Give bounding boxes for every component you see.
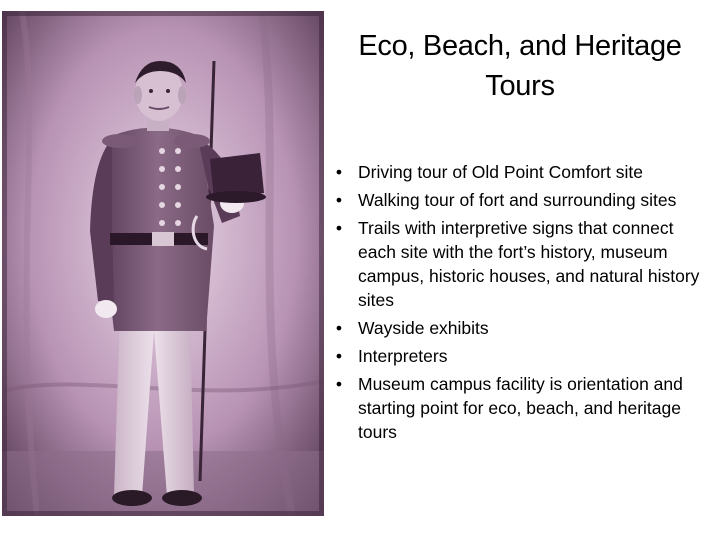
bullet-marker: • — [335, 318, 343, 338]
bullet-text: Driving tour of Old Point Comfort site — [358, 162, 643, 182]
bullet-marker: • — [335, 374, 343, 394]
list-item — [330, 344, 715, 368]
bullet-text: Museum campus facility is orientation and starting point for eco, beach, and heritage tours — [358, 374, 683, 442]
list-item — [330, 188, 715, 212]
list-item — [330, 316, 715, 340]
bullet-text: Wayside exhibits — [358, 318, 489, 338]
list-item — [330, 160, 715, 184]
list-item — [330, 372, 715, 444]
bullet-marker: • — [335, 346, 343, 366]
bullet-text: Interpreters — [358, 346, 448, 366]
bullet-marker: • — [335, 190, 343, 210]
bullet-marker: • — [335, 162, 343, 182]
bullet-text: Walking tour of fort and surrounding sites — [358, 190, 677, 210]
soldier-portrait-photo — [2, 11, 324, 516]
bullet-marker: • — [335, 218, 343, 238]
bullet-list — [330, 160, 715, 448]
list-item — [330, 216, 715, 312]
bullet-text: Trails with interpretive signs that connect each site with the fort’s history, museum campus, historic houses, and natural history sites — [358, 218, 700, 310]
slide-title: Eco, Beach, and Heritage Tours — [358, 30, 682, 102]
